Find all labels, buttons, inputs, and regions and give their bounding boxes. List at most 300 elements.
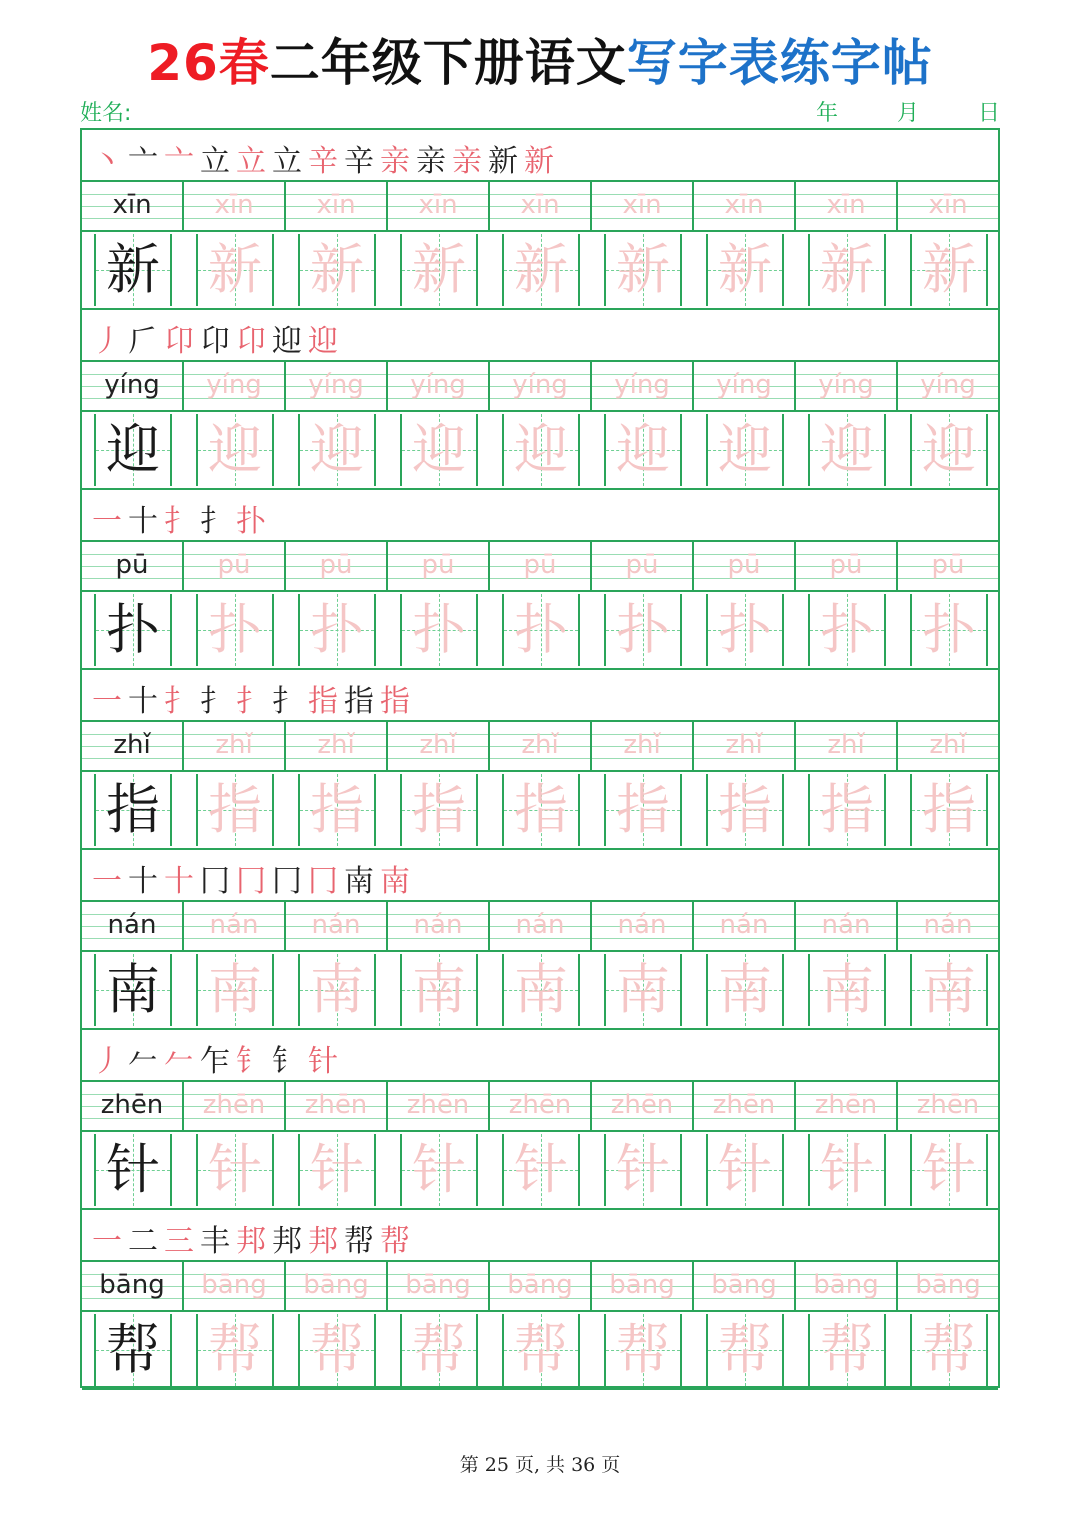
character-trace-cell[interactable] (694, 772, 796, 848)
character-model-cell (82, 1312, 184, 1388)
tian-grid-box (604, 954, 682, 1026)
stroke-step: 迎 (272, 324, 308, 359)
character-trace: 针 (616, 1138, 670, 1201)
tian-grid-box (196, 234, 274, 306)
stroke-step: 立 (200, 144, 236, 179)
pinyin-trace: xīn (592, 182, 694, 230)
tian-grid-box (400, 234, 478, 306)
character-trace-cell[interactable] (184, 412, 286, 488)
pinyin-trace: zhǐ (388, 722, 490, 770)
character-trace: 针 (412, 1138, 466, 1201)
pinyin-trace: bāng (286, 1262, 388, 1310)
character-block (82, 670, 998, 850)
stroke-order-row (82, 310, 998, 362)
pinyin-model: bāng (82, 1262, 184, 1310)
stroke-step: 卬 (236, 324, 272, 359)
pinyin-trace: zhǐ (694, 722, 796, 770)
character-row (82, 772, 998, 850)
stroke-step: 一 (92, 1224, 128, 1259)
pinyin-trace: zhēn (796, 1082, 898, 1130)
pinyin-row (82, 1082, 998, 1132)
character-model-cell (82, 592, 184, 668)
tian-grid-box (706, 234, 784, 306)
character-model: 针 (106, 1138, 160, 1201)
character-trace: 针 (514, 1138, 568, 1201)
character-trace-cell[interactable] (592, 772, 694, 848)
character-trace-cell[interactable] (184, 592, 286, 668)
tian-grid-box (706, 954, 784, 1026)
stroke-step: 十 (128, 504, 164, 539)
character-trace: 扑 (616, 598, 670, 661)
stroke-step: 𠂉 (128, 1044, 164, 1079)
stroke-step: 丿 (92, 324, 128, 359)
stroke-order-row (82, 490, 998, 542)
character-trace-cell[interactable] (388, 952, 490, 1028)
stroke-step: 钅 (236, 1044, 272, 1079)
character-trace: 新 (310, 238, 364, 301)
stroke-order-row (82, 130, 998, 182)
character-trace-cell[interactable] (388, 1312, 490, 1388)
character-model-cell (82, 232, 184, 308)
stroke-step: 钅 (272, 1044, 308, 1079)
stroke-step: 扌 (164, 504, 200, 539)
stroke-step: 辛 (344, 144, 380, 179)
stroke-step: 亲 (380, 144, 416, 179)
tian-grid-box (298, 1314, 376, 1386)
pinyin-trace: pū (796, 542, 898, 590)
stroke-step: 卬 (200, 324, 236, 359)
character-trace-cell[interactable] (286, 412, 388, 488)
tian-grid-box (94, 954, 172, 1026)
stroke-step: 指 (344, 684, 380, 719)
character-trace-cell[interactable] (286, 232, 388, 308)
pinyin-trace: yíng (388, 362, 490, 410)
character-trace-cell[interactable] (898, 232, 1000, 308)
stroke-step: 亲 (452, 144, 488, 179)
character-trace: 扑 (514, 598, 568, 661)
character-trace-cell[interactable] (490, 772, 592, 848)
stroke-step: 十 (128, 864, 164, 899)
tian-grid-box (196, 414, 274, 486)
character-block (82, 1210, 998, 1390)
character-trace-cell[interactable] (898, 772, 1000, 848)
character-model-cell (82, 772, 184, 848)
stroke-steps (92, 1216, 416, 1260)
tian-grid-box (910, 774, 988, 846)
tian-grid-box (706, 774, 784, 846)
tian-grid-box (298, 1134, 376, 1206)
character-trace: 指 (310, 778, 364, 841)
pinyin-trace: nán (184, 902, 286, 950)
tian-grid-box (604, 1134, 682, 1206)
pinyin-model: zhēn (82, 1082, 184, 1130)
character-trace: 迎 (412, 418, 466, 481)
stroke-step: 帮 (380, 1224, 416, 1259)
stroke-step: 十 (128, 684, 164, 719)
character-row (82, 1132, 998, 1210)
tian-grid-box (808, 594, 886, 666)
character-model: 扑 (106, 598, 160, 661)
stroke-step: 南 (380, 864, 416, 899)
pinyin-row (82, 902, 998, 952)
stroke-order-row (82, 1030, 998, 1082)
stroke-order-row (82, 1210, 998, 1262)
pinyin-model: zhǐ (82, 722, 184, 770)
character-row (82, 232, 998, 310)
character-trace: 扑 (718, 598, 772, 661)
character-trace-cell[interactable] (694, 952, 796, 1028)
tian-grid-box (706, 1134, 784, 1206)
character-trace: 南 (922, 958, 976, 1021)
tian-grid-box (94, 234, 172, 306)
pinyin-trace: yíng (796, 362, 898, 410)
tian-grid-box (298, 594, 376, 666)
stroke-step: 扌 (200, 504, 236, 539)
character-model: 帮 (106, 1318, 160, 1381)
pinyin-trace: zhēn (490, 1082, 592, 1130)
tian-grid-box (604, 234, 682, 306)
page-title (0, 28, 1080, 98)
stroke-step: 冂 (272, 864, 308, 899)
pinyin-row (82, 362, 998, 412)
character-trace-cell[interactable] (286, 772, 388, 848)
pinyin-trace: zhēn (592, 1082, 694, 1130)
character-trace: 针 (922, 1138, 976, 1201)
character-trace: 新 (922, 238, 976, 301)
name-label: 姓名: (80, 101, 132, 126)
pinyin-trace: pū (694, 542, 796, 590)
character-trace: 南 (208, 958, 262, 1021)
character-trace: 指 (820, 778, 874, 841)
character-trace: 新 (208, 238, 262, 301)
pinyin-trace: xīn (286, 182, 388, 230)
stroke-step: 二 (128, 1224, 164, 1259)
pinyin-trace: zhǐ (898, 722, 1000, 770)
character-trace-cell[interactable] (286, 952, 388, 1028)
character-trace: 新 (820, 238, 874, 301)
stroke-step: 新 (488, 144, 524, 179)
pinyin-trace: nán (286, 902, 388, 950)
tian-grid-box (196, 1134, 274, 1206)
character-trace-cell[interactable] (490, 592, 592, 668)
character-trace-cell[interactable] (592, 412, 694, 488)
character-trace-cell[interactable] (898, 1312, 1000, 1388)
pinyin-model: pū (82, 542, 184, 590)
pinyin-trace: pū (490, 542, 592, 590)
stroke-steps (92, 496, 272, 540)
tian-grid-box (706, 1314, 784, 1386)
character-trace-cell[interactable] (694, 1132, 796, 1208)
tian-grid-box (808, 414, 886, 486)
character-trace: 针 (310, 1138, 364, 1201)
stroke-step: 丰 (200, 1224, 236, 1259)
pinyin-trace: yíng (184, 362, 286, 410)
character-row (82, 952, 998, 1030)
stroke-step: 亲 (416, 144, 452, 179)
character-trace: 南 (820, 958, 874, 1021)
stroke-step: 辛 (308, 144, 344, 179)
character-row (82, 592, 998, 670)
tian-grid-box (502, 954, 580, 1026)
tian-grid-box (298, 234, 376, 306)
stroke-step: 邦 (308, 1224, 344, 1259)
pinyin-trace: xīn (796, 182, 898, 230)
character-trace: 迎 (922, 418, 976, 481)
character-trace-cell[interactable] (694, 1312, 796, 1388)
character-trace: 新 (412, 238, 466, 301)
pinyin-trace: pū (184, 542, 286, 590)
tian-grid-box (400, 954, 478, 1026)
pinyin-model: yíng (82, 362, 184, 410)
stroke-step: 一 (92, 864, 128, 899)
stroke-step: 冂 (308, 864, 344, 899)
pinyin-trace: zhēn (286, 1082, 388, 1130)
tian-grid-box (808, 1134, 886, 1206)
character-block (82, 850, 998, 1030)
stroke-step: 𠂆 (128, 324, 164, 359)
title-part-black: 二年级下册语文 (269, 34, 627, 92)
stroke-step: 邦 (272, 1224, 308, 1259)
tian-grid-box (604, 414, 682, 486)
tian-grid-box (910, 1314, 988, 1386)
character-trace-cell[interactable] (388, 1132, 490, 1208)
character-trace-cell[interactable] (592, 1312, 694, 1388)
stroke-step: 亠 (164, 144, 200, 179)
year-label: 年 (815, 101, 838, 126)
tian-grid-box (808, 774, 886, 846)
tian-grid-box (196, 954, 274, 1026)
tian-grid-box (400, 414, 478, 486)
character-trace: 迎 (514, 418, 568, 481)
stroke-step: 扌 (272, 684, 308, 719)
character-trace-cell[interactable] (898, 952, 1000, 1028)
tian-grid-box (502, 594, 580, 666)
character-trace-cell[interactable] (286, 1312, 388, 1388)
character-trace-cell[interactable] (490, 952, 592, 1028)
stroke-order-row (82, 850, 998, 902)
tian-grid-box (706, 594, 784, 666)
tian-grid-box (298, 414, 376, 486)
name-date-bar (80, 96, 1000, 126)
pinyin-trace: nán (898, 902, 1000, 950)
character-trace-cell[interactable] (184, 772, 286, 848)
pinyin-row (82, 1262, 998, 1312)
pinyin-trace: zhēn (898, 1082, 1000, 1130)
character-block (82, 1030, 998, 1210)
character-trace-cell[interactable] (796, 412, 898, 488)
character-trace-cell[interactable] (694, 412, 796, 488)
character-trace: 针 (208, 1138, 262, 1201)
character-trace-cell[interactable] (796, 1132, 898, 1208)
tian-grid-box (808, 1314, 886, 1386)
character-trace: 新 (514, 238, 568, 301)
character-row (82, 1312, 998, 1390)
stroke-step: 丿 (92, 1044, 128, 1079)
pinyin-trace: bāng (388, 1262, 490, 1310)
character-trace-cell[interactable] (184, 1312, 286, 1388)
pinyin-trace: zhǐ (286, 722, 388, 770)
character-trace: 帮 (922, 1318, 976, 1381)
character-trace-cell[interactable] (490, 1312, 592, 1388)
character-trace-cell[interactable] (898, 1132, 1000, 1208)
character-trace-cell[interactable] (796, 1312, 898, 1388)
character-trace-cell[interactable] (898, 592, 1000, 668)
character-trace-cell[interactable] (592, 952, 694, 1028)
character-trace: 南 (514, 958, 568, 1021)
pinyin-trace: nán (388, 902, 490, 950)
tian-grid-box (196, 1314, 274, 1386)
character-trace-cell[interactable] (388, 772, 490, 848)
stroke-step: 亠 (128, 144, 164, 179)
character-trace-cell[interactable] (592, 1132, 694, 1208)
character-trace-cell[interactable] (286, 1132, 388, 1208)
character-block (82, 490, 998, 670)
character-trace: 新 (616, 238, 670, 301)
month-label: 月 (896, 101, 919, 126)
pinyin-trace: bāng (490, 1262, 592, 1310)
character-trace-cell[interactable] (694, 592, 796, 668)
stroke-step: 扌 (164, 684, 200, 719)
tian-grid-box (94, 1134, 172, 1206)
character-trace-cell[interactable] (490, 232, 592, 308)
character-trace-cell[interactable] (184, 232, 286, 308)
stroke-steps (92, 136, 560, 180)
character-trace-cell[interactable] (388, 232, 490, 308)
character-trace: 帮 (616, 1318, 670, 1381)
character-trace: 新 (718, 238, 772, 301)
character-trace: 迎 (208, 418, 262, 481)
character-trace-cell[interactable] (796, 232, 898, 308)
character-trace-cell[interactable] (286, 592, 388, 668)
pinyin-row (82, 182, 998, 232)
character-trace: 帮 (310, 1318, 364, 1381)
pinyin-trace: bāng (694, 1262, 796, 1310)
tian-grid-box (604, 774, 682, 846)
tian-grid-box (502, 1134, 580, 1206)
character-block (82, 310, 998, 490)
tian-grid-box (502, 1314, 580, 1386)
pinyin-trace: yíng (898, 362, 1000, 410)
tian-grid-box (94, 414, 172, 486)
stroke-step: 立 (272, 144, 308, 179)
character-trace-cell[interactable] (796, 592, 898, 668)
pinyin-trace: pū (388, 542, 490, 590)
character-trace: 扑 (922, 598, 976, 661)
pinyin-trace: zhǐ (592, 722, 694, 770)
character-model-cell (82, 952, 184, 1028)
character-trace: 迎 (310, 418, 364, 481)
character-trace-cell[interactable] (388, 412, 490, 488)
pinyin-trace: yíng (592, 362, 694, 410)
stroke-step: 三 (164, 1224, 200, 1259)
character-trace-cell[interactable] (592, 592, 694, 668)
pinyin-trace: nán (694, 902, 796, 950)
character-trace-cell[interactable] (388, 592, 490, 668)
tian-grid-box (196, 594, 274, 666)
character-trace-cell[interactable] (184, 1132, 286, 1208)
pinyin-trace: yíng (490, 362, 592, 410)
character-block (82, 130, 998, 310)
tian-grid-box (94, 594, 172, 666)
stroke-steps (92, 1036, 344, 1080)
pinyin-trace: xīn (898, 182, 1000, 230)
stroke-step: 冂 (200, 864, 236, 899)
character-trace: 指 (412, 778, 466, 841)
pinyin-trace: nán (796, 902, 898, 950)
character-trace: 扑 (820, 598, 874, 661)
pinyin-trace: zhēn (184, 1082, 286, 1130)
character-trace: 迎 (718, 418, 772, 481)
character-trace-cell[interactable] (592, 232, 694, 308)
day-label: 日 (977, 101, 1000, 126)
stroke-steps (92, 676, 416, 720)
character-trace: 帮 (718, 1318, 772, 1381)
tian-grid-box (910, 1134, 988, 1206)
tian-grid-box (298, 774, 376, 846)
character-trace: 南 (718, 958, 772, 1021)
character-trace: 针 (718, 1138, 772, 1201)
character-trace-cell[interactable] (898, 412, 1000, 488)
tian-grid-box (94, 1314, 172, 1386)
pinyin-trace: xīn (388, 182, 490, 230)
tian-grid-box (400, 774, 478, 846)
tian-grid-box (400, 1134, 478, 1206)
character-trace-cell[interactable] (796, 772, 898, 848)
pinyin-trace: nán (490, 902, 592, 950)
pinyin-trace: zhǐ (490, 722, 592, 770)
character-trace: 帮 (820, 1318, 874, 1381)
stroke-step: 丶 (92, 144, 128, 179)
character-trace: 指 (208, 778, 262, 841)
stroke-step: 冂 (236, 864, 272, 899)
character-trace-cell[interactable] (184, 952, 286, 1028)
character-model-cell (82, 1132, 184, 1208)
character-trace-cell[interactable] (796, 952, 898, 1028)
stroke-step: 十 (164, 864, 200, 899)
character-trace-cell[interactable] (694, 232, 796, 308)
character-trace: 南 (412, 958, 466, 1021)
tian-grid-box (604, 594, 682, 666)
tian-grid-box (196, 774, 274, 846)
pinyin-row (82, 722, 998, 772)
tian-grid-box (400, 1314, 478, 1386)
pinyin-trace: zhēn (694, 1082, 796, 1130)
character-row (82, 412, 998, 490)
tian-grid-box (808, 234, 886, 306)
character-model: 指 (106, 778, 160, 841)
stroke-step: 邦 (236, 1224, 272, 1259)
character-trace: 帮 (514, 1318, 568, 1381)
pinyin-trace: xīn (694, 182, 796, 230)
character-model: 迎 (106, 418, 160, 481)
character-trace: 指 (514, 778, 568, 841)
character-trace-cell[interactable] (490, 412, 592, 488)
tian-grid-box (502, 774, 580, 846)
stroke-step: 指 (380, 684, 416, 719)
character-trace-cell[interactable] (490, 1132, 592, 1208)
character-trace: 扑 (412, 598, 466, 661)
character-trace: 扑 (208, 598, 262, 661)
stroke-step: 𠂉 (164, 1044, 200, 1079)
stroke-step: 扌 (200, 684, 236, 719)
tian-grid-box (910, 414, 988, 486)
stroke-step: 扑 (236, 504, 272, 539)
tian-grid-box (502, 414, 580, 486)
character-trace: 迎 (616, 418, 670, 481)
stroke-step: 迎 (308, 324, 344, 359)
character-model: 新 (106, 238, 160, 301)
stroke-step: 帮 (344, 1224, 380, 1259)
